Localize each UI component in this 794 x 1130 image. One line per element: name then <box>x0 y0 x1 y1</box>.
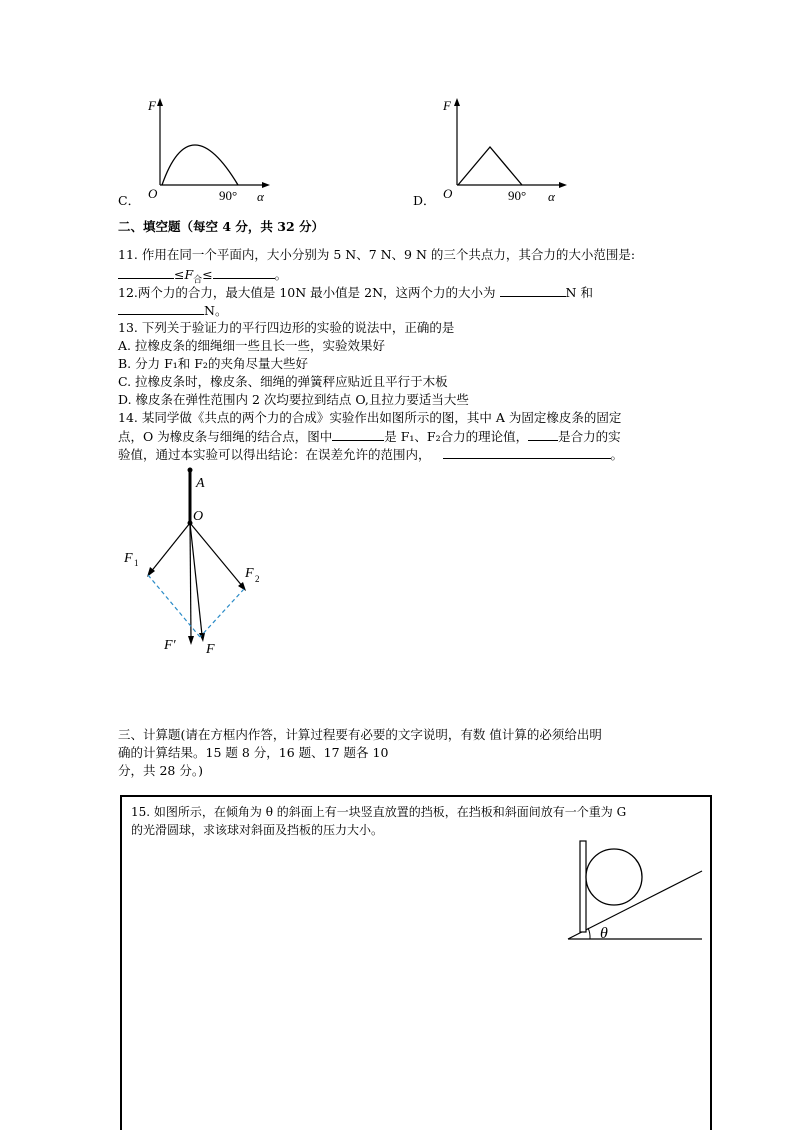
y-arrow <box>454 98 460 106</box>
q12-blank1[interactable] <box>500 283 566 297</box>
q14-blank-exp[interactable] <box>528 427 558 441</box>
label-f1: F <box>124 551 133 566</box>
label-fprime: F′ <box>164 638 176 653</box>
angle-arc <box>588 928 590 939</box>
q14-figure <box>110 465 280 665</box>
q11-le2: ≤ <box>202 267 213 282</box>
x-label: α <box>548 189 555 204</box>
q14-line3 <box>118 445 623 464</box>
q11-sub: 合 <box>193 275 203 286</box>
incline-diagram <box>560 836 710 946</box>
q13-option-a: A. 拉橡皮条的细绳细一些且长一些，实验效果好 <box>118 338 385 353</box>
triangle-curve <box>458 147 522 185</box>
q11-end: 。 <box>274 267 288 282</box>
q11-line1: 11. 作用在同一个平面内，大小分别为 5 N、7 N、9 N 的三个共点力，其合力的大小范围是: <box>118 247 636 262</box>
f-arrow <box>199 633 205 642</box>
q12-line1 <box>118 283 593 302</box>
label-f: F <box>206 642 215 657</box>
f2-vector <box>190 523 243 587</box>
q11-le1: ≤ <box>174 267 185 282</box>
q12-unit-end: N。 <box>204 303 228 318</box>
label-f1-sub: 1 <box>134 558 139 568</box>
x-label: α <box>257 189 264 204</box>
x-tick-label: 90° <box>508 188 527 203</box>
q15-figure <box>560 836 710 946</box>
theta-label: θ <box>600 925 608 942</box>
q14-blank-theory[interactable] <box>332 427 384 441</box>
q14-line2 <box>118 427 621 446</box>
baffle-board <box>580 841 586 932</box>
q15-line1: 15. 如图所示，在倾角为 θ 的斜面上有一块竖直放置的挡板，在挡板和斜面间放有一个重为 G <box>131 805 627 819</box>
parallelogram-right <box>200 589 244 637</box>
section3-line3: 分，共 28 分。) <box>118 763 203 778</box>
section3-line2: 确的计算结果。15 题 8 分，16 题、17 题各 10 <box>118 745 389 760</box>
origin-label: O <box>443 186 453 201</box>
label-f2: F <box>245 566 254 581</box>
q12-line2 <box>118 301 227 320</box>
x-arrow <box>262 182 270 188</box>
q13-stem: 13. 下列关于验证力的平行四边形的实验的说法中，正确的是 <box>118 320 455 335</box>
q14-line3-end: 。 <box>610 447 624 462</box>
x-arrow <box>559 182 567 188</box>
q11-blank-max[interactable] <box>213 265 275 279</box>
graph-d-svg <box>412 95 572 210</box>
q11-blank-min[interactable] <box>118 265 174 279</box>
q11-f: F <box>184 267 194 282</box>
q14-line3-a: 验值，通过本实验可以得出结论：在误差允许的范围内， <box>118 447 431 462</box>
parallelogram-left <box>148 575 200 637</box>
q13-option-c: C. 拉橡皮条时，橡皮条、细绳的弹簧秤应贴近且平行于木板 <box>118 374 448 389</box>
section3-line1: 三、计算题(请在方框内作答，计算过程要有必要的文字说明，有数 值计算的必须给出明 <box>118 727 602 742</box>
fprime-vector <box>190 523 191 638</box>
q14-line2-b: 是 F₁、F₂合力的理论值， <box>384 429 529 444</box>
label-a: A <box>196 476 205 491</box>
q14-blank-conclusion[interactable] <box>443 445 611 459</box>
curve <box>162 145 238 185</box>
f-vector <box>190 523 202 635</box>
q13-option-d: D. 橡皮条在弹性范围内 2 次均要拉到结点 O,且拉力要适当大些 <box>118 392 469 407</box>
label-o: O <box>193 509 204 524</box>
force-diagram <box>110 465 280 665</box>
q14-line2-a: 点，O 为橡皮条与细绳的结合点，图中 <box>118 429 333 444</box>
q12-unit-mid: N 和 <box>565 285 593 300</box>
q14-line2-c: 是合力的实 <box>558 429 621 444</box>
y-arrow <box>157 98 163 106</box>
fprime-arrow <box>188 636 194 645</box>
point-a <box>188 468 193 473</box>
graph-d <box>412 95 572 210</box>
sphere <box>586 849 642 905</box>
section2-heading: 二、填空题（每空 4 分，共 32 分） <box>118 219 325 234</box>
q12-blank2[interactable] <box>118 301 204 315</box>
q15-line2: 的光滑圆球，求该球对斜面及挡板的压力大小。 <box>131 823 384 837</box>
q13-option-b: B. 分力 F₁和 F₂的夹角尽量大些好 <box>118 356 308 371</box>
q12-text: 12.两个力的合力，最大值是 10N 最小值是 2N，这两个力的大小为 <box>118 285 496 300</box>
q14-line1: 14. 某同学做《共点的两个力的合成》实验作出如图所示的图，其中 A 为固定橡皮条的固定 <box>118 410 622 425</box>
option-d-label: D． <box>413 193 436 208</box>
y-label: F <box>443 98 451 113</box>
origin-label: O <box>148 186 158 201</box>
y-label: F <box>148 98 156 113</box>
f1-vector <box>150 523 190 573</box>
x-tick-label: 90° <box>219 188 238 203</box>
option-c-label: C． <box>118 193 141 208</box>
label-f2-sub: 2 <box>255 574 260 584</box>
